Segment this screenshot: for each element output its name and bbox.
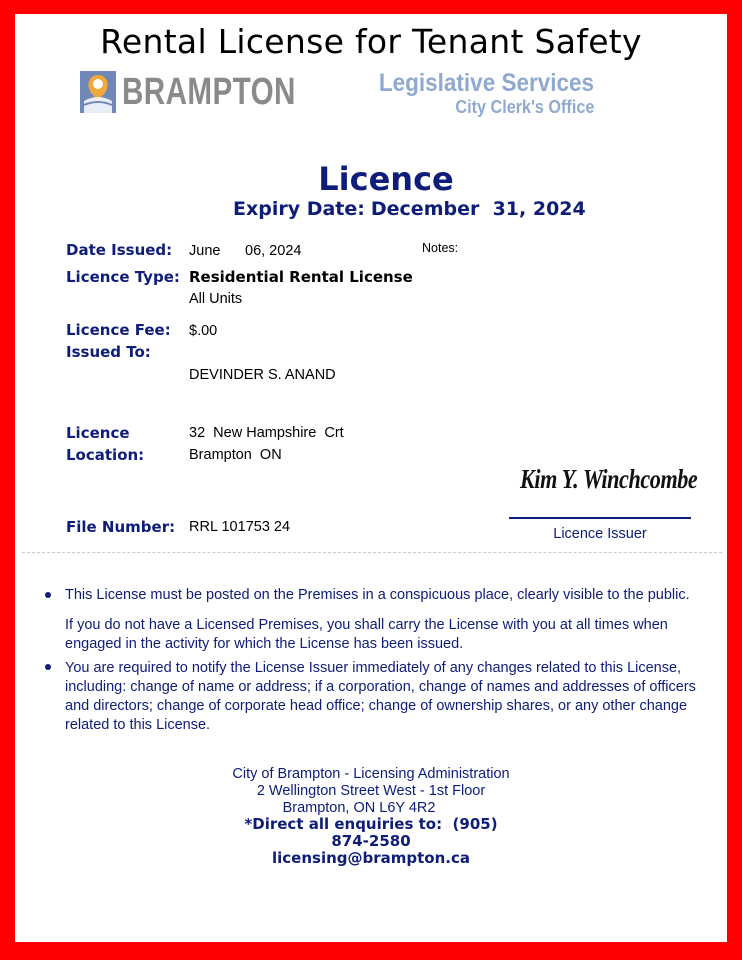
issuer-signature: Kim Y. Winchcombe (520, 464, 698, 494)
notice-carry-license: If you do not have a Licensed Premises, you shall carry the License with you at all times when engaged in the activity for which the License has been issued. (65, 617, 668, 652)
licence-type-label: Licence Type: (66, 268, 180, 286)
section-divider (22, 552, 722, 553)
footer-enquiries: *Direct all enquiries to: (905) (244, 815, 498, 833)
notice-notify-changes: You are required to notify the License Issuer immediately of any changes related to this License, including: change of name or address; if a corporation, change of names and addresses of officers and directors; change of corporate head office; change of ownership shares, or any other change related to this License. (65, 660, 696, 733)
location-address-line-2: Brampton ON (189, 447, 282, 463)
location-label-line-1: Licence (66, 424, 130, 442)
page-title: Rental License for Tenant Safety (100, 22, 642, 61)
licence-type-sub: All Units (189, 291, 243, 307)
file-number-value: RRL 101753 24 (189, 519, 291, 535)
date-issued-month: June (189, 243, 221, 259)
issued-to-value: DEVINDER S. ANAND (189, 367, 336, 383)
expiry-value: December 31, 2024 (370, 198, 586, 220)
notes-label: Notes: (422, 241, 459, 255)
issued-to-label: Issued To: (66, 343, 151, 361)
licence-heading: Licence (318, 160, 454, 198)
signature-line (509, 517, 691, 519)
location-address-line-1: 32 New Hampshire Crt (189, 425, 344, 441)
department-title: Legislative Services (378, 69, 594, 97)
footer-email: licensing@brampton.ca (271, 849, 470, 867)
brampton-logo (80, 70, 345, 114)
licence-fee-value: $.00 (189, 323, 218, 339)
office-title: City Clerk's Office (455, 97, 594, 117)
footer-admin: City of Brampton - Licensing Administration (232, 766, 510, 782)
date-issued-day: 06, 2024 (245, 243, 302, 259)
brampton-wordmark: BRAMPTON (122, 71, 296, 113)
date-issued-label: Date Issued: (66, 241, 173, 259)
notice-posting: This License must be posted on the Premises in a conspicuous place, clearly visible to the public. (65, 587, 690, 603)
licence-type-value: Residential Rental License (189, 268, 413, 286)
brampton-emblem-icon (80, 71, 116, 113)
bullet-icon (45, 592, 51, 598)
bullet-icon (45, 664, 51, 670)
footer-street: 2 Wellington Street West - 1st Floor (256, 783, 486, 799)
file-number-label: File Number: (66, 518, 176, 536)
licence-fee-label: Licence Fee: (66, 321, 171, 339)
expiry-label: Expiry Date: (233, 198, 365, 220)
footer-phone: 874-2580 (331, 832, 411, 850)
footer-city: Brampton, ON L6Y 4R2 (282, 800, 436, 816)
signature-label: Licence Issuer (553, 526, 647, 542)
location-label-line-2: Location: (66, 446, 145, 464)
expiry-date (233, 198, 592, 220)
